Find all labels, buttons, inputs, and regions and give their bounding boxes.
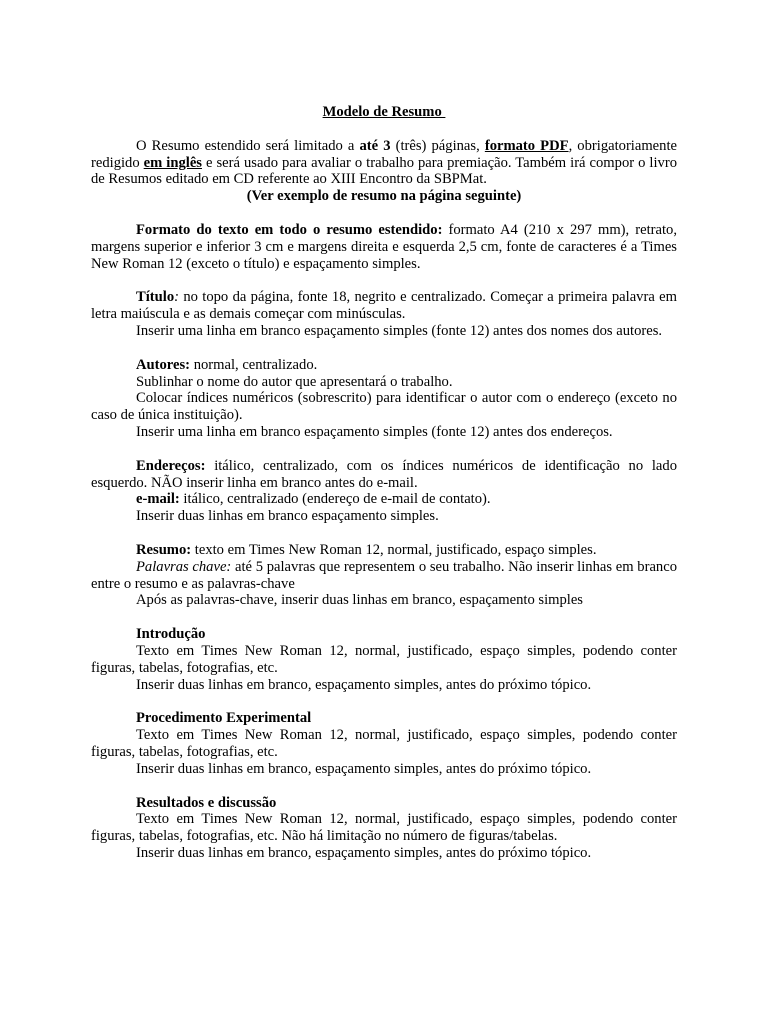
intro-text: O Resumo estendido será limitado a <box>136 137 360 154</box>
introduction-heading <box>91 626 677 643</box>
see-example-note: (Ver exemplo de resumo na página seguinte) <box>246 188 522 205</box>
abstract-label: Resumo: <box>136 541 192 558</box>
format-pdf: formato PDF <box>484 137 569 154</box>
page-limit: até 3 <box>359 137 391 154</box>
abstract-note: Após as palavras-chave, inserir duas linhas em branco, espaçamento simples <box>136 592 583 609</box>
language-requirement: em inglês <box>143 154 202 171</box>
authors-paragraph <box>91 357 677 374</box>
results-note: Inserir duas linhas em branco, espaçamento simples, antes do próximo tópico. <box>136 844 592 861</box>
authors-note-blank-line: Inserir uma linha em branco espaçamento simples (fonte 12) antes dos endereços. <box>136 423 613 440</box>
results-heading <box>91 795 677 812</box>
procedure-label: Procedimento Experimental <box>136 710 312 727</box>
results-label: Resultados e discussão <box>136 794 277 811</box>
intro-text: , obrigatoriamente redigido <box>91 137 677 171</box>
addresses-label: Endereços: <box>136 457 206 474</box>
title-paragraph <box>91 289 677 323</box>
procedure-note: Inserir duas linhas em branco, espaçamento simples, antes do próximo tópico. <box>136 760 592 777</box>
authors-note-underline: Sublinhar o nome do autor que apresentará o trabalho. <box>136 373 453 390</box>
title-note: Inserir uma linha em branco espaçamento simples (fonte 12) antes dos nomes dos autores. <box>136 322 663 339</box>
title-text: no topo da página, fonte 18, negrito e centralizado. Começar a primeira palavra em letra maiúscula e as demais começar com minúsculas. <box>91 289 677 323</box>
introduction-text: Texto em Times New Roman 12, normal, justificado, espaço simples, podendo conter figuras, tabelas, fotografias, etc. <box>91 642 677 676</box>
authors-note-indices: Colocar índices numéricos (sobrescrito) para identificar o autor com o endereço (exceto no caso de única instituição). <box>91 390 677 424</box>
addresses-paragraph <box>91 458 677 492</box>
format-label: Formato do texto em todo o resumo estendido: <box>136 221 443 238</box>
introduction-label: Introdução <box>136 626 206 643</box>
email-text: itálico, centralizado (endereço de e-mail de contato). <box>179 491 491 508</box>
results-text: Texto em Times New Roman 12, normal, justificado, espaço simples, podendo conter figuras, tabelas, fotografias, etc. Não há limitação no número de figuras/tabelas. <box>91 811 677 845</box>
authors-text: normal, centralizado. <box>190 356 318 373</box>
title-colon: : <box>174 289 179 306</box>
procedure-heading <box>91 710 677 727</box>
intro-text: e será usado para avaliar o trabalho para premiação. Também irá compor o livro de Resumos editado em CD referente ao XIII Encontro da SBPMat. <box>91 154 677 188</box>
email-paragraph <box>91 491 677 508</box>
procedure-text: Texto em Times New Roman 12, normal, justificado, espaço simples, podendo conter figuras, tabelas, fotografias, etc. <box>91 727 677 760</box>
keywords-paragraph <box>91 559 677 593</box>
format-text: formato A4 (210 x 297 mm), retrato, margens superior e inferior 3 cm e margens direita e esquerda 2,5 cm, fonte de caracteres é a Times New Roman 12 (exceto o título) e espaçamento simples. <box>91 221 677 272</box>
intro-paragraph <box>91 138 677 188</box>
document-title: Modelo de Resumo <box>322 104 446 120</box>
email-label: e-mail: <box>136 491 180 508</box>
addresses-note: Inserir duas linhas em branco espaçamento simples. <box>136 508 439 525</box>
keywords-label: Palavras chave: <box>136 558 232 575</box>
keywords-text: até 5 palavras que representem o seu trabalho. Não inserir linhas em branco entre o resumo e as palavras-chave <box>91 558 677 592</box>
addresses-text: itálico, centralizado, com os índices numéricos de identificação no lado esquerdo. NÃO inserir linha em branco antes do e-mail. <box>91 457 677 491</box>
abstract-paragraph <box>91 542 677 559</box>
intro-text: (três) páginas, <box>390 137 485 154</box>
document-body <box>91 104 677 862</box>
title-label: Título <box>136 289 175 306</box>
abstract-text: texto em Times New Roman 12, normal, justificado, espaço simples. <box>191 541 597 558</box>
format-paragraph <box>91 222 677 272</box>
introduction-note: Inserir duas linhas em branco, espaçamento simples, antes do próximo tópico. <box>136 676 592 693</box>
authors-label: Autores: <box>136 356 191 373</box>
